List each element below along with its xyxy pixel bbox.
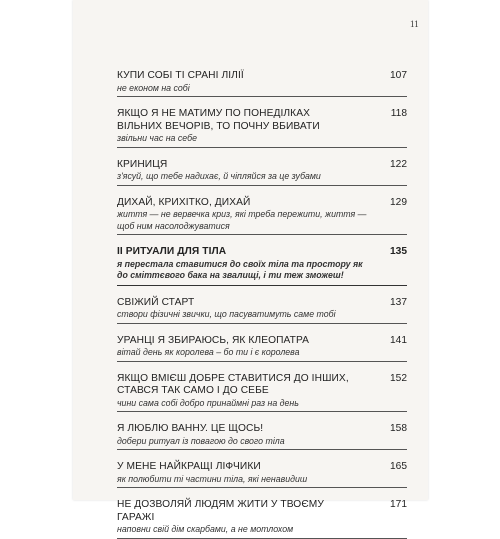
toc-section — [117, 246, 407, 286]
entry-subtitle: чини сама собі добро принаймні раз на день — [117, 397, 299, 408]
entry-title: НЕ ДОЗВОЛЯЙ ЛЮДЯМ ЖИТИ У ТВОЄМУ ГАРАЖІ — [117, 499, 324, 523]
entry-title: УРАНЦІ Я ЗБИРАЮСЬ, ЯК КЛЕОПАТРА — [117, 334, 310, 346]
entry-page: 129 — [390, 196, 407, 208]
toc-entry — [117, 461, 407, 488]
toc-entry — [117, 423, 407, 450]
entry-title: КРИНИЦЯ — [117, 158, 168, 170]
entry-page: 118 — [390, 108, 407, 119]
entry-subtitle: життя — не вервечка криз, які треба пережити, життя — щоб ним насолоджуватися — [117, 209, 367, 231]
entry-subtitle: з'ясуй, що тебе надихає, й чіпляйся за це зубами — [117, 171, 321, 181]
entry-title: ЯКЩО Я НЕ МАТИМУ ПО ПОНЕДІЛКАХ ВІЛЬНИХ ВЕЧОРІВ, ТО ПОЧНУ ВБИВАТИ — [117, 108, 320, 132]
toc-entry — [117, 70, 407, 97]
entry-page: 152 — [390, 372, 407, 384]
section-subtitle: я перестала ставитися до своїх тіла та простору як до сміттєвого бака на звалищі, і ти теж зможеш! — [117, 258, 363, 280]
entry-page: 141 — [390, 334, 407, 346]
entry-title: КУПИ СОБІ ТІ СРАНІ ЛІЛІЇ — [117, 70, 244, 81]
entry-page: 165 — [390, 461, 407, 472]
book-page — [73, 0, 428, 534]
toc-entry — [117, 197, 407, 236]
toc-entry — [117, 499, 407, 539]
toc-entry — [117, 297, 407, 324]
entry-subtitle: добери ритуал із повагою до свого тіла — [117, 435, 285, 446]
toc-entry — [117, 373, 407, 413]
toc-entry — [117, 159, 407, 186]
entry-subtitle: звільни час на себе — [117, 133, 197, 143]
section-page: 135 — [390, 246, 407, 257]
page-number: 11 — [410, 19, 419, 29]
toc-entry — [117, 335, 407, 362]
entry-title: Я ЛЮБЛЮ ВАННУ. ЦЕ ЩОСЬ! — [117, 423, 264, 434]
toc-entry — [117, 108, 407, 148]
entry-page: 171 — [390, 499, 407, 510]
table-of-contents — [117, 70, 407, 539]
entry-subtitle: створи фізичні звички, що пасуватимуть саме тобі — [117, 309, 336, 319]
entry-subtitle: вітай день як королева – бо ти і є королева — [117, 347, 300, 357]
entry-page: 122 — [390, 158, 407, 170]
entry-subtitle: не економ на собі — [117, 82, 190, 93]
entry-subtitle: наповни свій дім скарбами, а не мотлохом — [117, 524, 294, 534]
entry-title: ЯКЩО ВМІЄШ ДОБРЕ СТАВИТИСЯ ДО ІНШИХ, СТАВСЯ ТАК САМО І ДО СЕБЕ — [117, 372, 349, 396]
entry-subtitle: як полюбити ті частини тіла, які ненавидиш — [117, 473, 308, 484]
entry-page: 158 — [390, 423, 407, 434]
entry-title: ДИХАЙ, КРИХІТКО, ДИХАЙ — [117, 196, 251, 208]
entry-title: СВІЖИЙ СТАРТ — [117, 296, 195, 308]
entry-page: 137 — [390, 296, 407, 308]
section-title: II РИТУАЛИ ДЛЯ ТІЛА — [117, 246, 227, 257]
entry-title: У МЕНЕ НАЙКРАЩІ ЛІФЧИКИ — [117, 461, 261, 472]
entry-page: 107 — [390, 70, 407, 81]
